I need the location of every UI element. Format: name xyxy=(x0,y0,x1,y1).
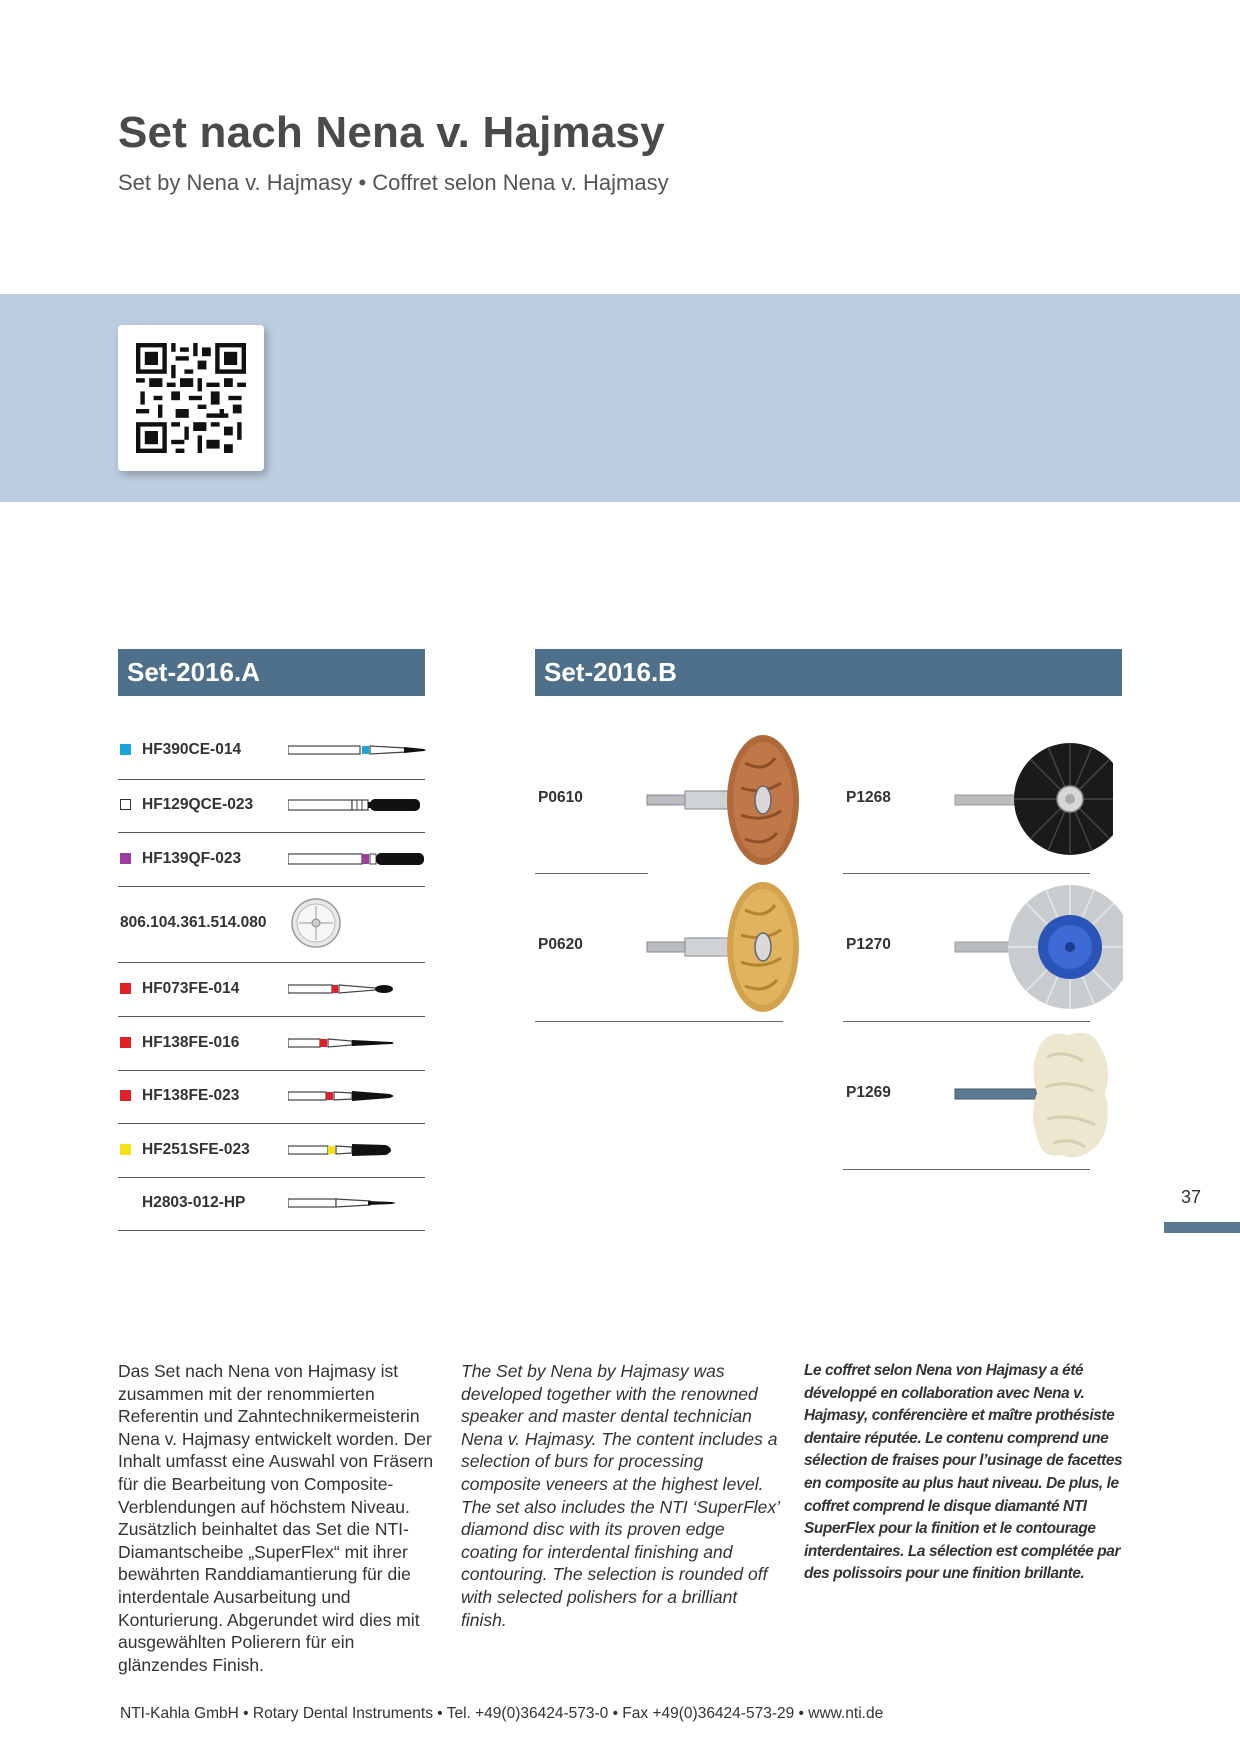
bur-icon xyxy=(288,1193,408,1213)
description-en: The Set by Nena by Hajmasy was developed together with the renowned speaker and master dental technician Nena v. Hajmasy. The content includes a selection of burs for processing composite veneers at the highest level. The set also includes the NTI ‘SuperFlex’ diamond disc with its proven edge coating for interdental finishing and contouring. The selection is rounded off with selected polishers for a brilliant finish. xyxy=(461,1361,780,1630)
polishing-disc-icon xyxy=(645,880,805,1016)
footer-contact: NTI-Kahla GmbH • Rotary Dental Instruments • Tel. +49(0)36424-573-0 • Fax +49(0)36424-573-29 • www.nti.de xyxy=(120,1705,884,1722)
list-item xyxy=(118,887,425,963)
list-item xyxy=(118,833,425,887)
page-number: 37 xyxy=(1181,1187,1202,1207)
product-code: HF139QF-023 xyxy=(142,850,242,867)
list-item xyxy=(118,1178,425,1231)
list-item xyxy=(118,780,425,833)
bur-icon xyxy=(288,795,428,815)
bur-icon xyxy=(288,849,428,869)
color-marker xyxy=(120,799,131,810)
set-a-header: Set-2016.A xyxy=(118,649,425,696)
black-brush-icon xyxy=(953,739,1113,859)
diamond-disc-icon xyxy=(290,897,342,949)
list-item xyxy=(118,1017,425,1071)
product-code: H2803-012-HP xyxy=(142,1194,246,1211)
description-de: Das Set nach Nena von Hajmasy ist zusammen mit der renommierten Referentin und Zahntechnikermeisterin Nena v. Hajmasy entwickelt worden. Der Inhalt umfasst eine Auswahl von Fräsern für die Bearbeitung von Composite-Verblendungen auf höchstem Niveau. Zusätzlich beinhaltet das Set die NTI-Diamantscheibe „SuperFlex“ mit ihrer bewährten Randdiamantierung für die interdentale Ausarbeitung und Konturierung. Abgerundet wird dies mit ausgewählten Polierern für ein glänzendes Finish. xyxy=(118,1361,434,1675)
description-fr: Le coffret selon Nena von Hajmasy a été développé en collaboration avec Nena v. Hajmasy, conférencière et maître prothésiste dentaire réputée. Le contenu comprend une sélection de fraises pour l’usinage de facettes en composite au plus haut niveau. De plus, le coffret comprend le disque diamanté NTI SuperFlex pour la finition et le contourage interdentaires. La sélection est complétée par des polissoirs pour une finition brillante. xyxy=(804,1362,1123,1583)
product-code: P1268 xyxy=(846,789,891,806)
product-code: HF129QCE-023 xyxy=(142,796,254,813)
color-marker xyxy=(120,983,131,994)
color-marker xyxy=(120,1144,131,1155)
product-code: HF073FE-014 xyxy=(142,980,240,997)
bur-icon xyxy=(288,740,428,760)
color-marker xyxy=(120,744,131,755)
color-marker xyxy=(120,1037,131,1048)
bur-icon xyxy=(288,979,408,999)
bur-icon xyxy=(288,1086,408,1106)
white-brush-icon xyxy=(953,880,1123,1016)
product-code: P1270 xyxy=(846,936,891,953)
color-marker xyxy=(120,1090,131,1101)
product-code: HF138FE-016 xyxy=(142,1034,240,1051)
page-subtitle: Set by Nena v. Hajmasy • Coffret selon Nena v. Hajmasy xyxy=(118,170,669,195)
felt-wheel-icon xyxy=(953,1027,1113,1163)
product-code: HF390CE-014 xyxy=(142,741,242,758)
product-code: HF251SFE-023 xyxy=(142,1141,250,1158)
list-item xyxy=(118,1124,425,1178)
product-code: P0620 xyxy=(538,936,583,953)
list-item xyxy=(118,724,425,780)
set-b-header: Set-2016.B xyxy=(535,649,1122,696)
product-code: 806.104.361.514.080 xyxy=(120,914,267,931)
page-marker-bar xyxy=(1164,1222,1240,1233)
color-marker xyxy=(120,853,131,864)
polishing-disc-icon xyxy=(645,733,805,869)
list-item xyxy=(118,963,425,1017)
list-item xyxy=(535,726,648,874)
qr-code-icon xyxy=(136,343,246,453)
product-code: HF138FE-023 xyxy=(142,1087,240,1104)
product-code: P1269 xyxy=(846,1084,891,1101)
product-code: P0610 xyxy=(538,789,583,806)
list-item xyxy=(118,1071,425,1124)
page-title: Set nach Nena v. Hajmasy xyxy=(118,108,665,157)
bur-icon xyxy=(288,1140,408,1160)
qr-code-card[interactable] xyxy=(118,325,264,471)
bur-icon xyxy=(288,1033,408,1053)
